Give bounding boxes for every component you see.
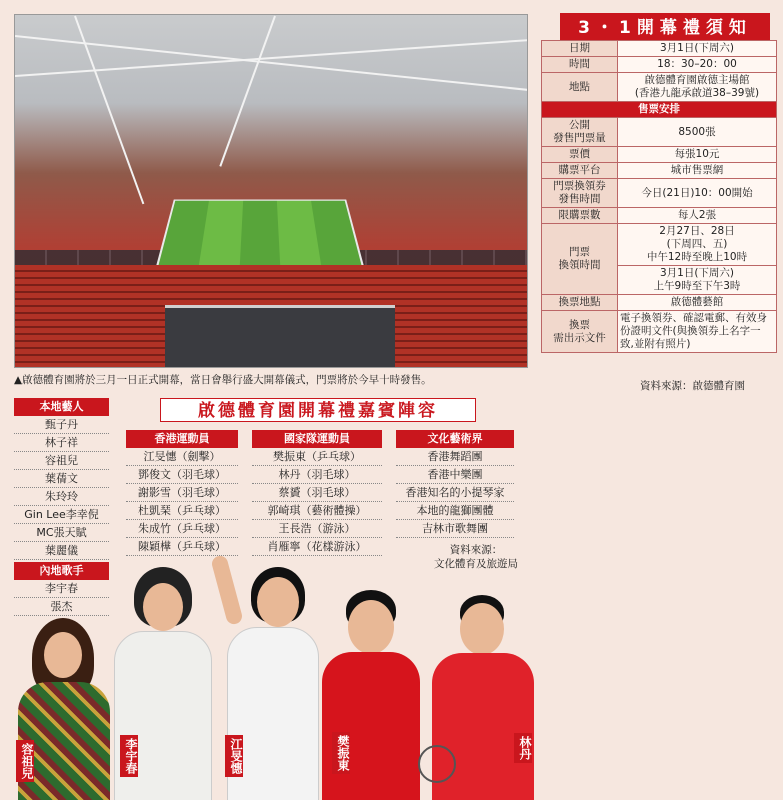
info-value: 城市售票網 — [618, 163, 777, 179]
list-item: 李宇春 — [14, 580, 109, 598]
guest-source-line2: 文化體育及旅遊局 — [434, 558, 518, 570]
info-row — [542, 311, 777, 353]
info-row — [542, 57, 777, 73]
info-label: 日期 — [542, 41, 618, 57]
photo-caption: ▲啟德體育園將於三月一日正式開幕，當日會舉行盛大開幕儀式，門票將於今早十時發售。 — [14, 374, 432, 386]
badminton-racket-icon — [418, 745, 456, 783]
name-tag-4: 樊振東 — [332, 732, 350, 774]
info-value: 啟德體育園啟德主場館 (香港九龍承啟道38–39號) — [618, 73, 777, 102]
info-value: 啟德體藝館 — [618, 295, 777, 311]
info-label: 票價 — [542, 147, 618, 163]
info-value: 每張10元 — [618, 147, 777, 163]
guest-source — [420, 543, 532, 571]
info-row — [542, 179, 777, 208]
national-athletes-column — [252, 430, 382, 556]
list-item: MC張天賦 — [14, 524, 109, 542]
list-item: 樊振東（乒乓球） — [252, 448, 382, 466]
info-row — [542, 163, 777, 179]
stadium-photo — [14, 14, 528, 368]
list-item: 香港中樂團 — [396, 466, 514, 484]
photo-lin-dan — [418, 595, 543, 800]
photo-li-yuchun — [108, 565, 218, 800]
info-value: 3月1日(下周六) 上午9時至下午3時 — [618, 266, 777, 295]
list-item: 朱玲玲 — [14, 488, 109, 506]
list-item: 香港知名的小提琴家 — [396, 484, 514, 502]
info-row — [542, 41, 777, 57]
info-row — [542, 208, 777, 224]
info-label: 地點 — [542, 73, 618, 102]
info-row — [542, 295, 777, 311]
info-label: 換票 需出示文件 — [542, 311, 618, 353]
info-value: 今日(21日)10：00開始 — [618, 179, 777, 208]
info-row — [542, 73, 777, 102]
info-value: 8500張 — [618, 118, 777, 147]
list-item: 葉麗儀 — [14, 542, 109, 560]
info-value: 18：30–20：00 — [618, 57, 777, 73]
list-item: 甄子丹 — [14, 416, 109, 434]
list-item: Gin Lee李幸倪 — [14, 506, 109, 524]
list-item: 郭崎琪（藝術體操） — [252, 502, 382, 520]
info-title: 3・1開幕禮須知 — [560, 13, 770, 43]
list-item: 香港舞蹈團 — [396, 448, 514, 466]
arts-column — [396, 430, 514, 538]
list-item: 謝影雪（羽毛球） — [126, 484, 238, 502]
list-item: 朱成竹（乒乓球） — [126, 520, 238, 538]
list-item: 杜凱琹（乒乓球） — [126, 502, 238, 520]
hk-athletes-column — [126, 430, 238, 556]
photo-joey-yung — [14, 610, 114, 800]
name-tag-1: 容祖兒 — [16, 740, 34, 782]
info-label: 門票換領券 發售時間 — [542, 179, 618, 208]
photo-vivian-kong — [205, 555, 320, 800]
info-row — [542, 147, 777, 163]
mainland-singers-head: 內地歌手 — [14, 562, 109, 580]
info-label: 購票平台 — [542, 163, 618, 179]
info-label: 換票地點 — [542, 295, 618, 311]
list-item: 鄧俊文（羽毛球） — [126, 466, 238, 484]
list-item: 林丹（羽毛球） — [252, 466, 382, 484]
list-item: 林子祥 — [14, 434, 109, 452]
guest-source-line1: 資料來源： — [449, 544, 503, 556]
guest-title: 啟德體育園開幕禮嘉賓陣容 — [160, 398, 476, 422]
list-item: 張杰 — [14, 598, 109, 616]
local-artists-column — [14, 398, 109, 616]
list-item: 蔡贇（羽毛球） — [252, 484, 382, 502]
list-item: 陳穎樺（乒乓球） — [126, 538, 238, 556]
info-value: 電子換領券、確認電郵、有效身份證明文件(與換領券上名字一致,並附有照片) — [618, 311, 777, 353]
info-label: 門票 換領時間 — [542, 224, 618, 295]
list-item: 容祖兒 — [14, 452, 109, 470]
list-item: 吉林市歌舞團 — [396, 520, 514, 538]
info-source: 資料來源：啟德體育園 — [640, 380, 745, 392]
info-label: 公開 發售門票量 — [542, 118, 618, 147]
national-athletes-head: 國家隊運動員 — [252, 430, 382, 448]
arts-head: 文化藝術界 — [396, 430, 514, 448]
info-value: 2月27日、28日 (下周四、五) 中午12時至晚上10時 — [618, 224, 777, 266]
info-row — [542, 118, 777, 147]
name-tag-3: 江旻憓 — [225, 735, 243, 777]
list-item: 王長浩（游泳） — [252, 520, 382, 538]
ticket-section-head: 售票安排 — [542, 102, 777, 118]
info-table — [541, 40, 777, 353]
hk-athletes-head: 香港運動員 — [126, 430, 238, 448]
name-tag-5: 林丹 — [514, 733, 532, 763]
list-item: 肖雁寧（花樣游泳） — [252, 538, 382, 556]
list-item: 江旻憓（劍擊） — [126, 448, 238, 466]
list-item: 葉蒨文 — [14, 470, 109, 488]
info-label: 時間 — [542, 57, 618, 73]
info-value: 3月1日(下周六) — [618, 41, 777, 57]
list-item: 本地的龍獅團體 — [396, 502, 514, 520]
name-tag-2: 李宇春 — [120, 735, 138, 777]
pitch — [154, 199, 366, 273]
info-label: 限購票數 — [542, 208, 618, 224]
local-artists-head: 本地藝人 — [14, 398, 109, 416]
info-value: 每人2張 — [618, 208, 777, 224]
photo-fan-zhendong — [318, 590, 423, 800]
